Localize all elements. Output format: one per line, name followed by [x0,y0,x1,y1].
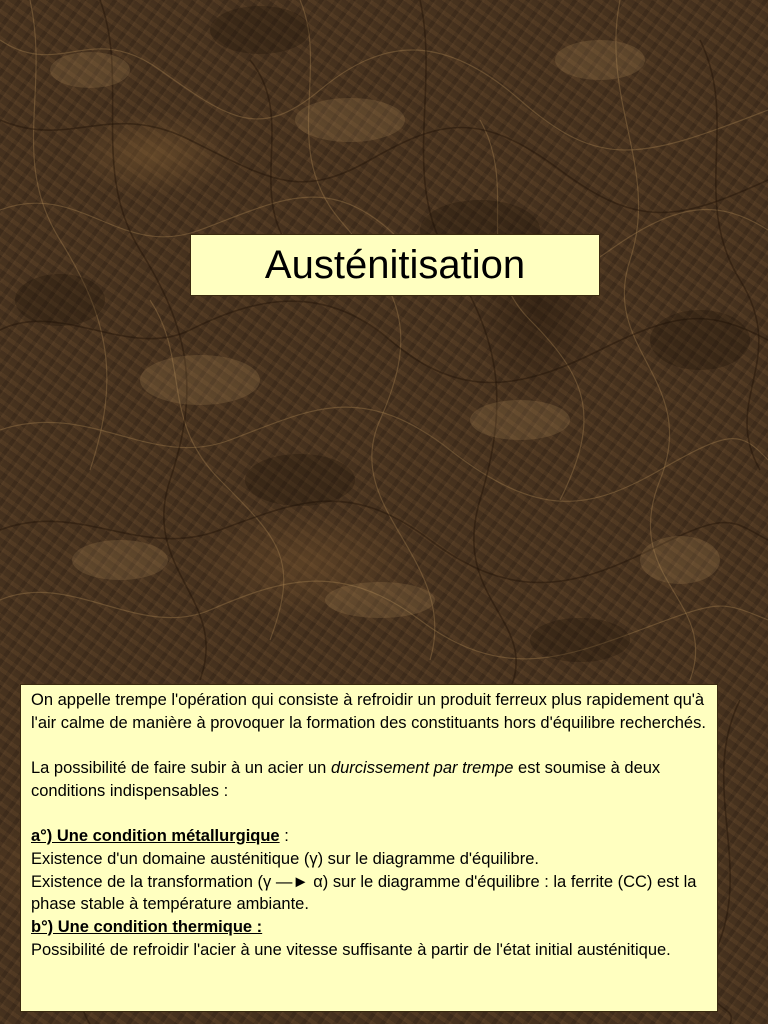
condition-a-colon: : [279,827,289,846]
condition-a-line2: Existence de la transformation (γ —► α) sur le diagramme d'équilibre : la ferrite (CC) est la phase stable à température ambiante. [31,872,697,914]
content-box [20,684,718,1012]
conditions-text-end: est soumise à deux conditions indispensables : [31,759,661,800]
spacer [31,803,707,826]
slide-title: Austénitisation [264,242,526,287]
condition-b-line1: Possibilité de refroidir l'acier à une vitesse suffisante à partir de l'état initial austénitique. [31,940,671,959]
condition-a-line1: Existence d'un domaine austénitique (γ) sur le diagramme d'équilibre. [31,849,539,868]
hardening-emphasis: durcissement par trempe [330,759,514,778]
conditions-paragraph [31,757,707,802]
condition-a-heading: a°) Une condition métallurgique [31,827,280,846]
title-box [190,234,600,296]
intro-paragraph: On appelle trempe l'opération qui consiste à refroidir un produit ferreux plus rapidement qu'à l'air calme de manière à provoquer la formation des constituants hors d'équilibre recherchés. [31,691,706,732]
spacer [31,734,707,757]
condition-a-heading-line [31,825,707,848]
condition-b-heading-line [31,916,707,939]
conditions-text-start: La possibilité de faire subir à un acier un [31,759,331,778]
condition-b-heading: b°) Une condition thermique : [31,918,263,936]
